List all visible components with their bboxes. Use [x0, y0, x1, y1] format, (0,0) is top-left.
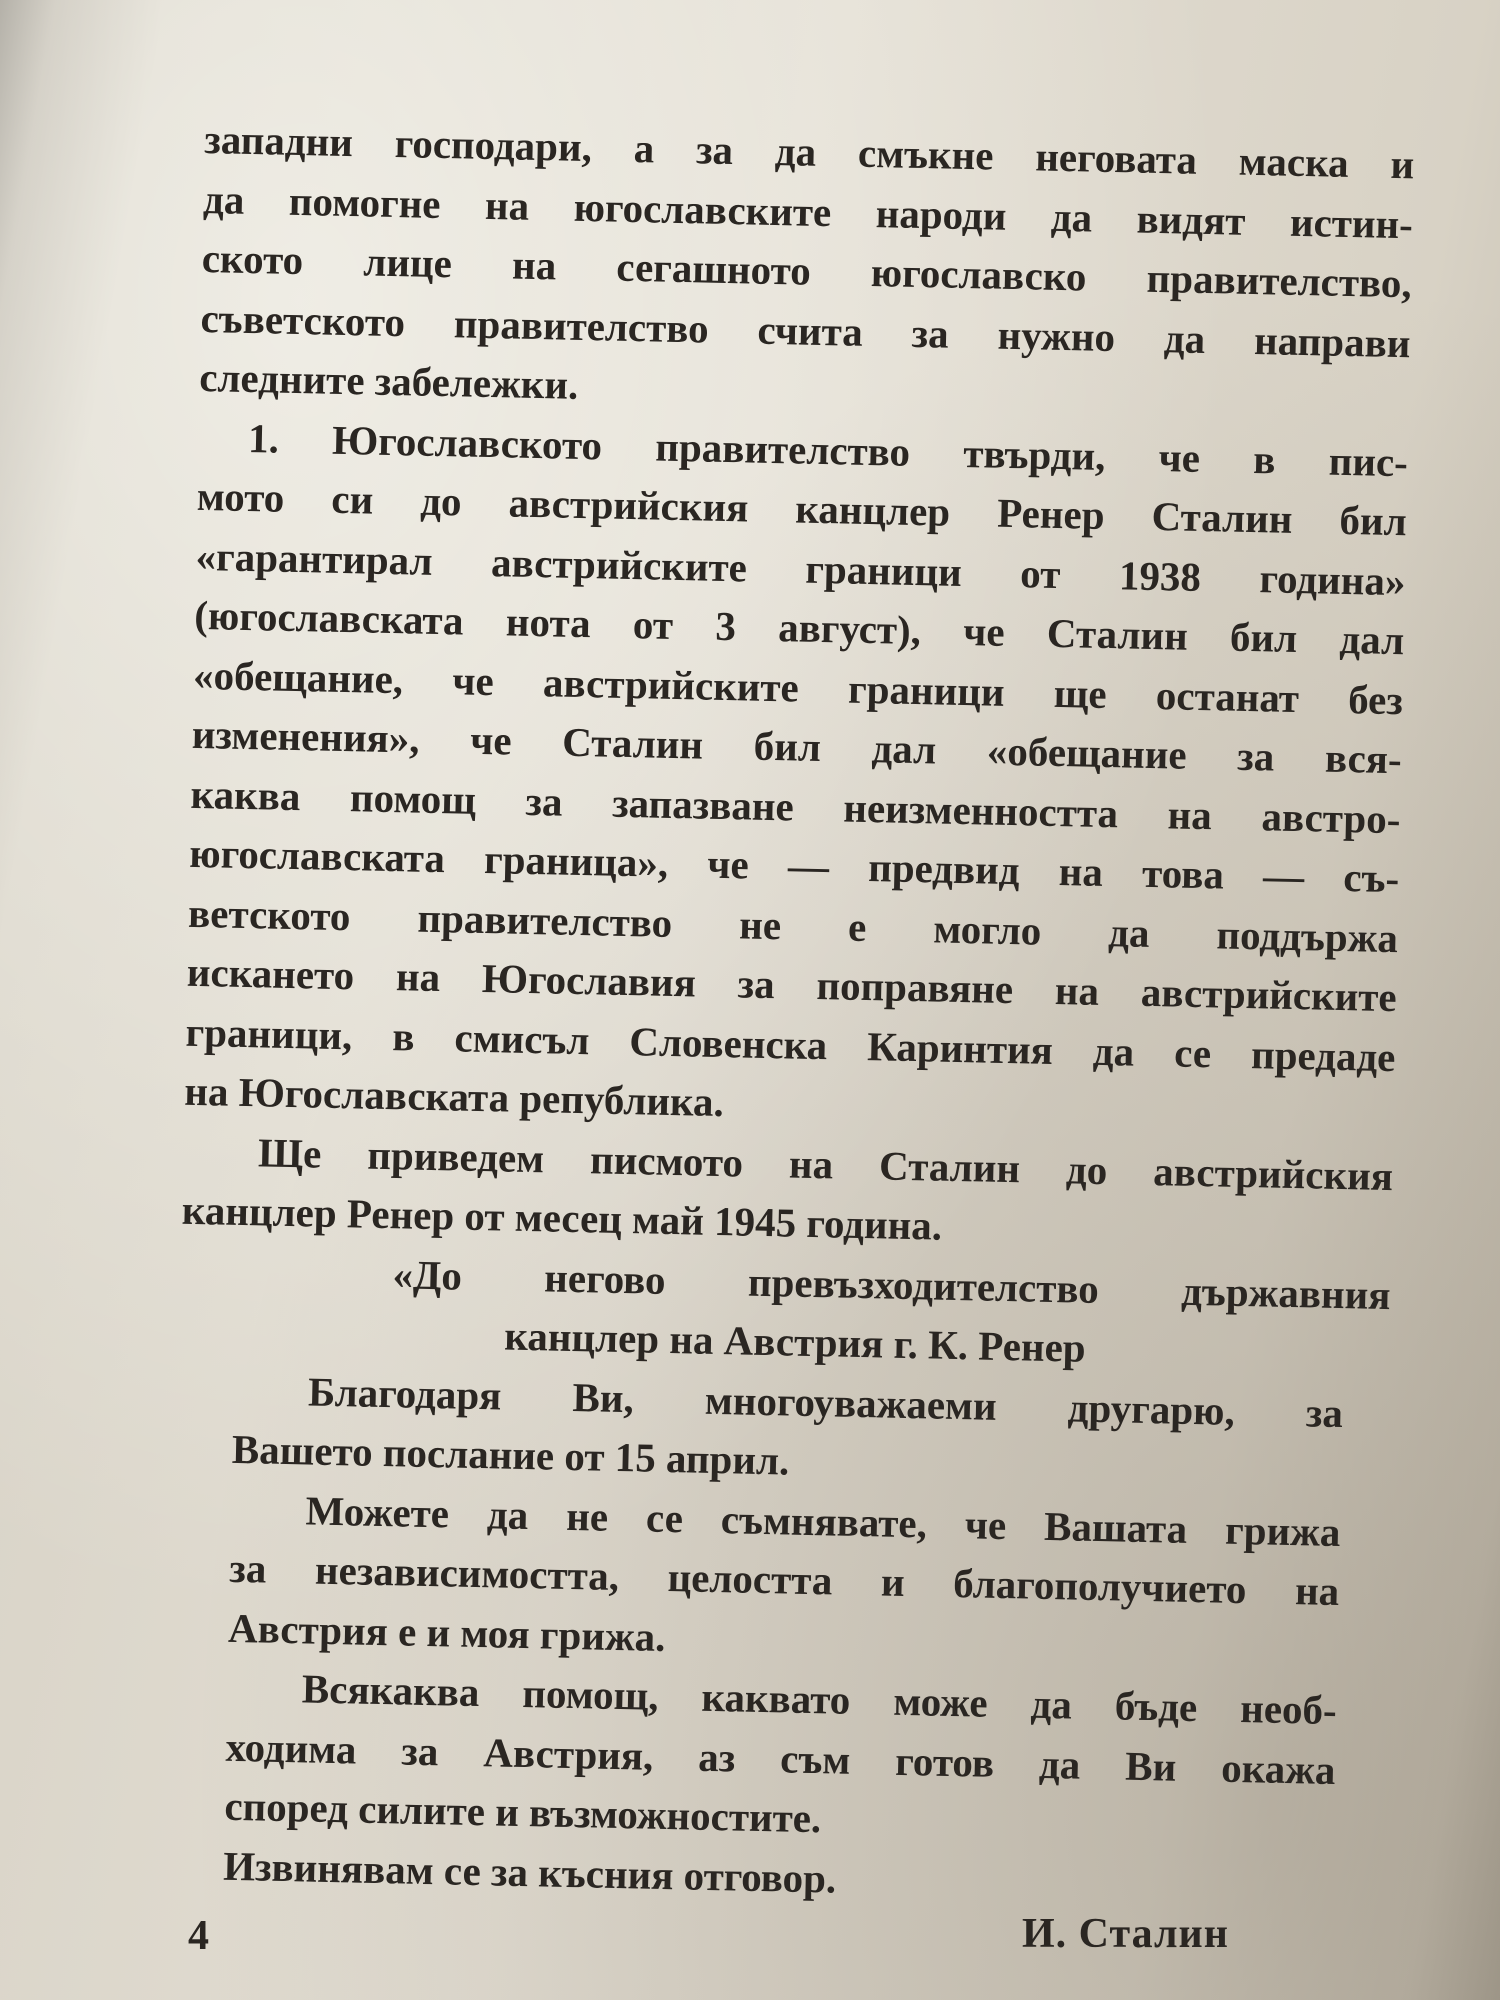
- text-line: следните забележки.: [198, 353, 579, 408]
- text-line: «гарантирал австрийските граници от 1938 година»: [195, 532, 1406, 604]
- text-line: ветското правителство не е могло да поддържа: [187, 889, 1399, 961]
- text-line: искането на Югославия за поправяне на австрийските: [186, 948, 1398, 1021]
- letter-line: Извинявам се за късния отговор.: [222, 1842, 837, 1902]
- text-line: 1. Югославското правителство твърди, че в пис-: [247, 414, 1409, 485]
- letter-line: за независимостта, целостта и благополучието на: [228, 1544, 1340, 1615]
- text-line: изменения», че Сталин бил дал «обещание за вся-: [191, 710, 1403, 783]
- page-number: 4: [188, 1913, 209, 1959]
- text-line: югославската граница», че — предвид на това — съ-: [188, 829, 1400, 902]
- text-line: западни господари, а за да смъкне неговата маска и: [203, 115, 1415, 188]
- text-line: «обещание, че австрийските граници ще останат без: [192, 651, 1404, 723]
- text-line: граници, в смисъл Словенска Каринтия да се предаде: [185, 1008, 1396, 1080]
- page-body-text: [168, 110, 1415, 1920]
- letter-address-line: «До негово превъзходителство държавния: [392, 1250, 1391, 1318]
- letter-line: ходима за Австрия, аз съм готов да Ви окажа: [225, 1723, 1336, 1793]
- letter-address-line: канцлер на Австрия г. К. Ренер: [503, 1312, 1087, 1371]
- letter-line: според силите и възможностите.: [224, 1782, 822, 1842]
- text-line: съветското правителство счита за нужно да направи: [200, 294, 1411, 366]
- text-line: да помогне на югославските народи да видят истин-: [202, 175, 1414, 247]
- text-line: Ще приведем писмото на Сталин до австрийския: [257, 1128, 1394, 1199]
- text-line: мото си до австрийския канцлер Ренер Сталин бил: [196, 472, 1408, 545]
- letter-line: Вашето послание от 15 април.: [231, 1425, 790, 1484]
- text-line: каква помощ за запазване неизменността на австро-: [190, 770, 1401, 842]
- text-line: (югославската нота от 3 август), че Сталин бил дал: [193, 591, 1405, 664]
- text-line: канцлер Ренер от месец май 1945 година.: [181, 1186, 943, 1249]
- text-line: на Югославската република.: [183, 1067, 725, 1126]
- letter-line: Австрия е и моя грижа.: [227, 1604, 666, 1660]
- letter-line: Благодаря Ви, многоуважаеми другарю, за: [307, 1367, 1344, 1436]
- letter-signature: И. Сталин: [1022, 1911, 1229, 1957]
- letter-line: Можете да не се съмнявате, че Вашата грижа: [305, 1486, 1341, 1555]
- text-line: ското лице на сегашното югославско правителство,: [201, 234, 1413, 307]
- letter-line: Всякаква помощ, каквато може да бъде необ-: [301, 1665, 1338, 1734]
